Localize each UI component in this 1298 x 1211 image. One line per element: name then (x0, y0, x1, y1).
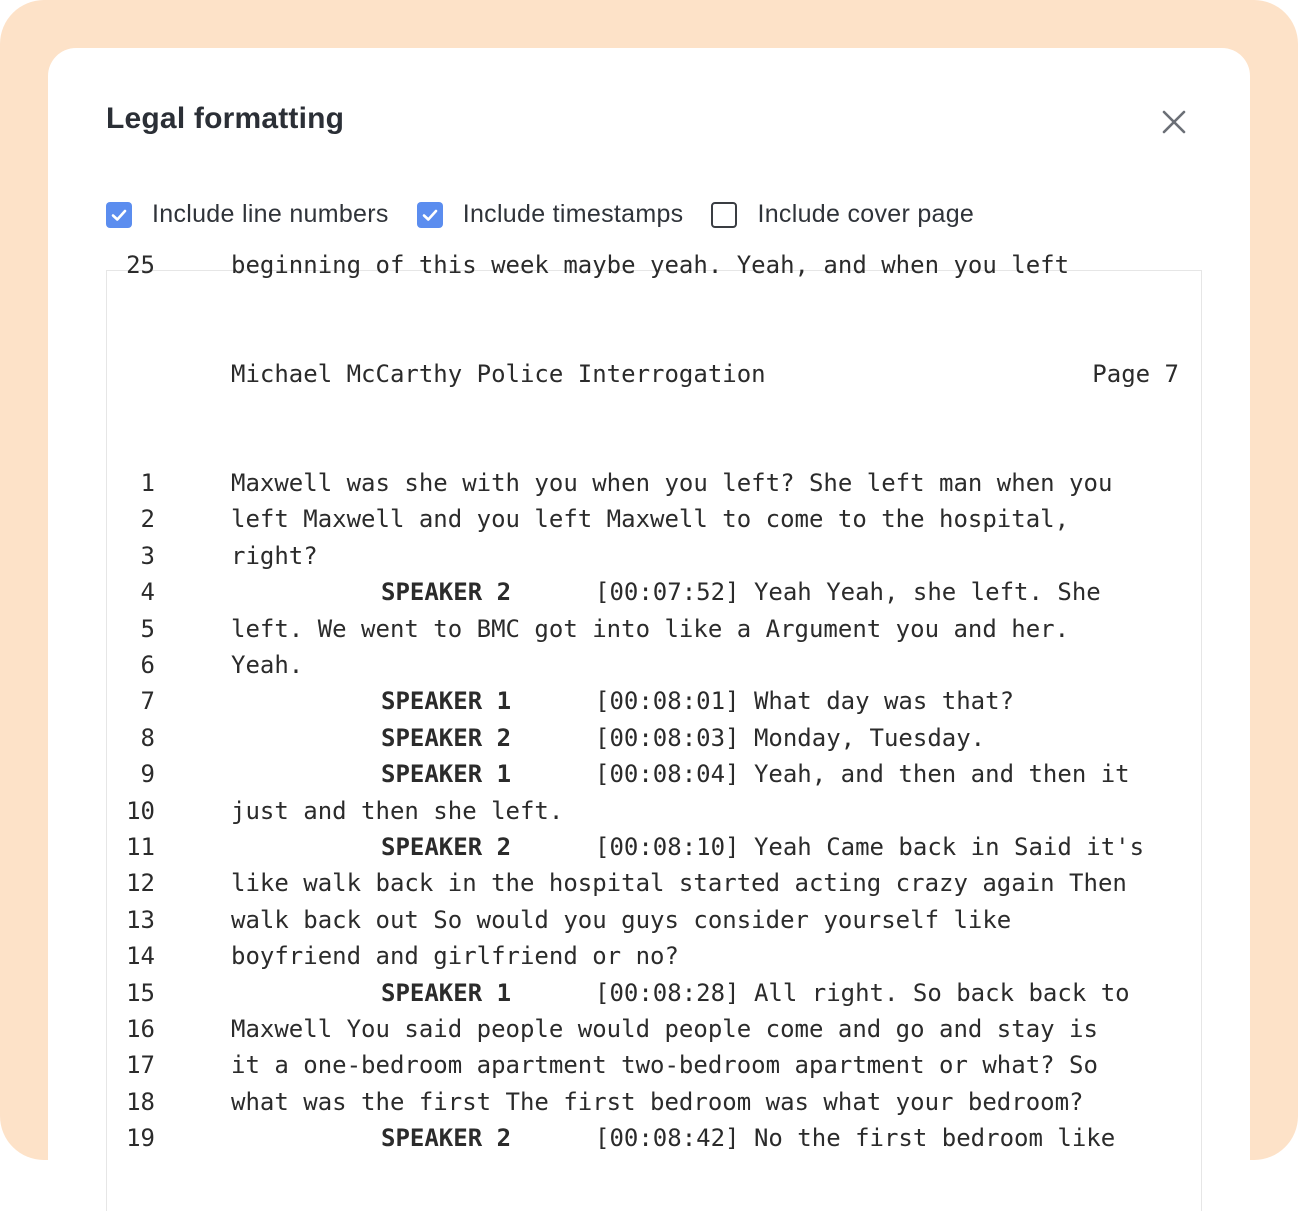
checkbox-cover-page[interactable] (711, 202, 737, 228)
page-header-title: Michael McCarthy Police Interrogation (231, 360, 766, 388)
line-text: [00:08:03] Monday, Tuesday. (595, 723, 986, 752)
line-text: boyfriend and girlfriend or no? (231, 942, 679, 971)
line-text: left Maxwell and you left Maxwell to come to the hospital, (231, 505, 1070, 534)
line-number: 14 (126, 942, 155, 971)
line-text: Yeah. (231, 651, 304, 679)
line-text: walk back out So would you guys consider yourself like (231, 905, 1012, 934)
option-label: Include line numbers (152, 200, 389, 228)
check-icon (109, 205, 129, 225)
transcript-line (107, 469, 1201, 505)
line-number: 18 (126, 1087, 155, 1116)
line-number: 7 (140, 687, 155, 716)
transcript-line (107, 760, 1201, 796)
line-text: [00:08:01] What day was that? (595, 687, 1015, 716)
line-text: Maxwell You said people would people come and go and stay is (231, 1015, 1098, 1043)
speaker-label: SPEAKER 2 (381, 1124, 512, 1153)
line-text: left. We went to BMC got into like a Argument you and her. (231, 614, 1070, 643)
line-number: 16 (126, 1015, 155, 1043)
line-number: 13 (126, 905, 155, 934)
line-number: 10 (126, 796, 155, 825)
transcript-line (107, 651, 1201, 687)
transcript-line (107, 1088, 1201, 1124)
close-icon (1156, 104, 1192, 140)
transcript-line (107, 1124, 1201, 1160)
checkbox-timestamps[interactable] (417, 202, 443, 228)
transcript-line (107, 833, 1201, 869)
transcript-line (107, 687, 1201, 723)
transcript-preview[interactable] (106, 251, 1202, 1211)
line-number: 11 (126, 833, 155, 861)
line-text: beginning of this week maybe yeah. Yeah, and when you left (231, 251, 1070, 279)
transcript-line (107, 906, 1201, 942)
line-number: 1 (140, 469, 155, 497)
checkbox-line-numbers[interactable] (106, 202, 132, 228)
transcript-line (107, 251, 1201, 287)
transcript-line (107, 797, 1201, 833)
speaker-label: SPEAKER 1 (381, 760, 512, 789)
line-text: [00:08:04] Yeah, and then and then it (595, 760, 1130, 789)
line-text: [00:08:10] Yeah Came back in Said it's (595, 833, 1145, 861)
speaker-label: SPEAKER 2 (381, 723, 512, 752)
transcript-line (107, 578, 1201, 614)
line-number: 25 (126, 251, 155, 279)
line-number: 15 (126, 978, 155, 1007)
option-cover-page[interactable] (711, 200, 974, 229)
line-text: Maxwell was she with you when you left? She left man when you (231, 469, 1113, 497)
line-number: 19 (126, 1124, 155, 1153)
line-text: just and then she left. (231, 796, 564, 825)
transcript-line (107, 942, 1201, 978)
line-number: 2 (140, 505, 155, 534)
line-text: [00:08:42] No the first bedroom like (595, 1124, 1116, 1153)
transcript-line (107, 1051, 1201, 1087)
close-button[interactable] (1156, 104, 1192, 140)
transcript-line (107, 869, 1201, 905)
page-number: Page 7 (1092, 360, 1179, 388)
transcript-line (107, 542, 1201, 578)
option-label: Include cover page (757, 200, 975, 228)
line-text: [00:08:28] All right. So back back to (595, 978, 1130, 1007)
line-number: 9 (140, 760, 155, 789)
line-number: 6 (140, 651, 155, 679)
speaker-label: SPEAKER 1 (381, 687, 512, 716)
transcript-line (107, 505, 1201, 541)
option-label: Include timestamps (462, 200, 684, 228)
legal-formatting-dialog (48, 48, 1250, 1188)
line-number: 3 (140, 541, 155, 570)
line-number: 8 (140, 723, 155, 752)
transcript-line (107, 615, 1201, 651)
speaker-label: SPEAKER 2 (381, 578, 512, 607)
option-timestamps[interactable] (417, 200, 684, 229)
transcript-line (107, 724, 1201, 760)
line-text: it a one-bedroom apartment two-bedroom apartment or what? So (231, 1051, 1098, 1080)
line-text: like walk back in the hospital started acting crazy again Then (231, 869, 1127, 898)
line-number: 4 (140, 578, 155, 607)
transcript-line (107, 1015, 1201, 1051)
check-icon (420, 205, 440, 225)
line-number: 12 (126, 869, 155, 898)
speaker-label: SPEAKER 1 (381, 978, 512, 1007)
line-text: right? (231, 541, 318, 570)
option-line-numbers[interactable] (106, 200, 389, 229)
transcript-line (107, 979, 1201, 1015)
dialog-title: Legal formatting (106, 102, 345, 135)
options-row (106, 200, 1002, 229)
line-text: [00:07:52] Yeah Yeah, she left. She (595, 578, 1101, 607)
line-text: what was the first The first bedroom was what your bedroom? (231, 1087, 1084, 1116)
line-number: 17 (126, 1051, 155, 1080)
speaker-label: SPEAKER 2 (381, 833, 512, 861)
line-number: 5 (140, 614, 155, 643)
